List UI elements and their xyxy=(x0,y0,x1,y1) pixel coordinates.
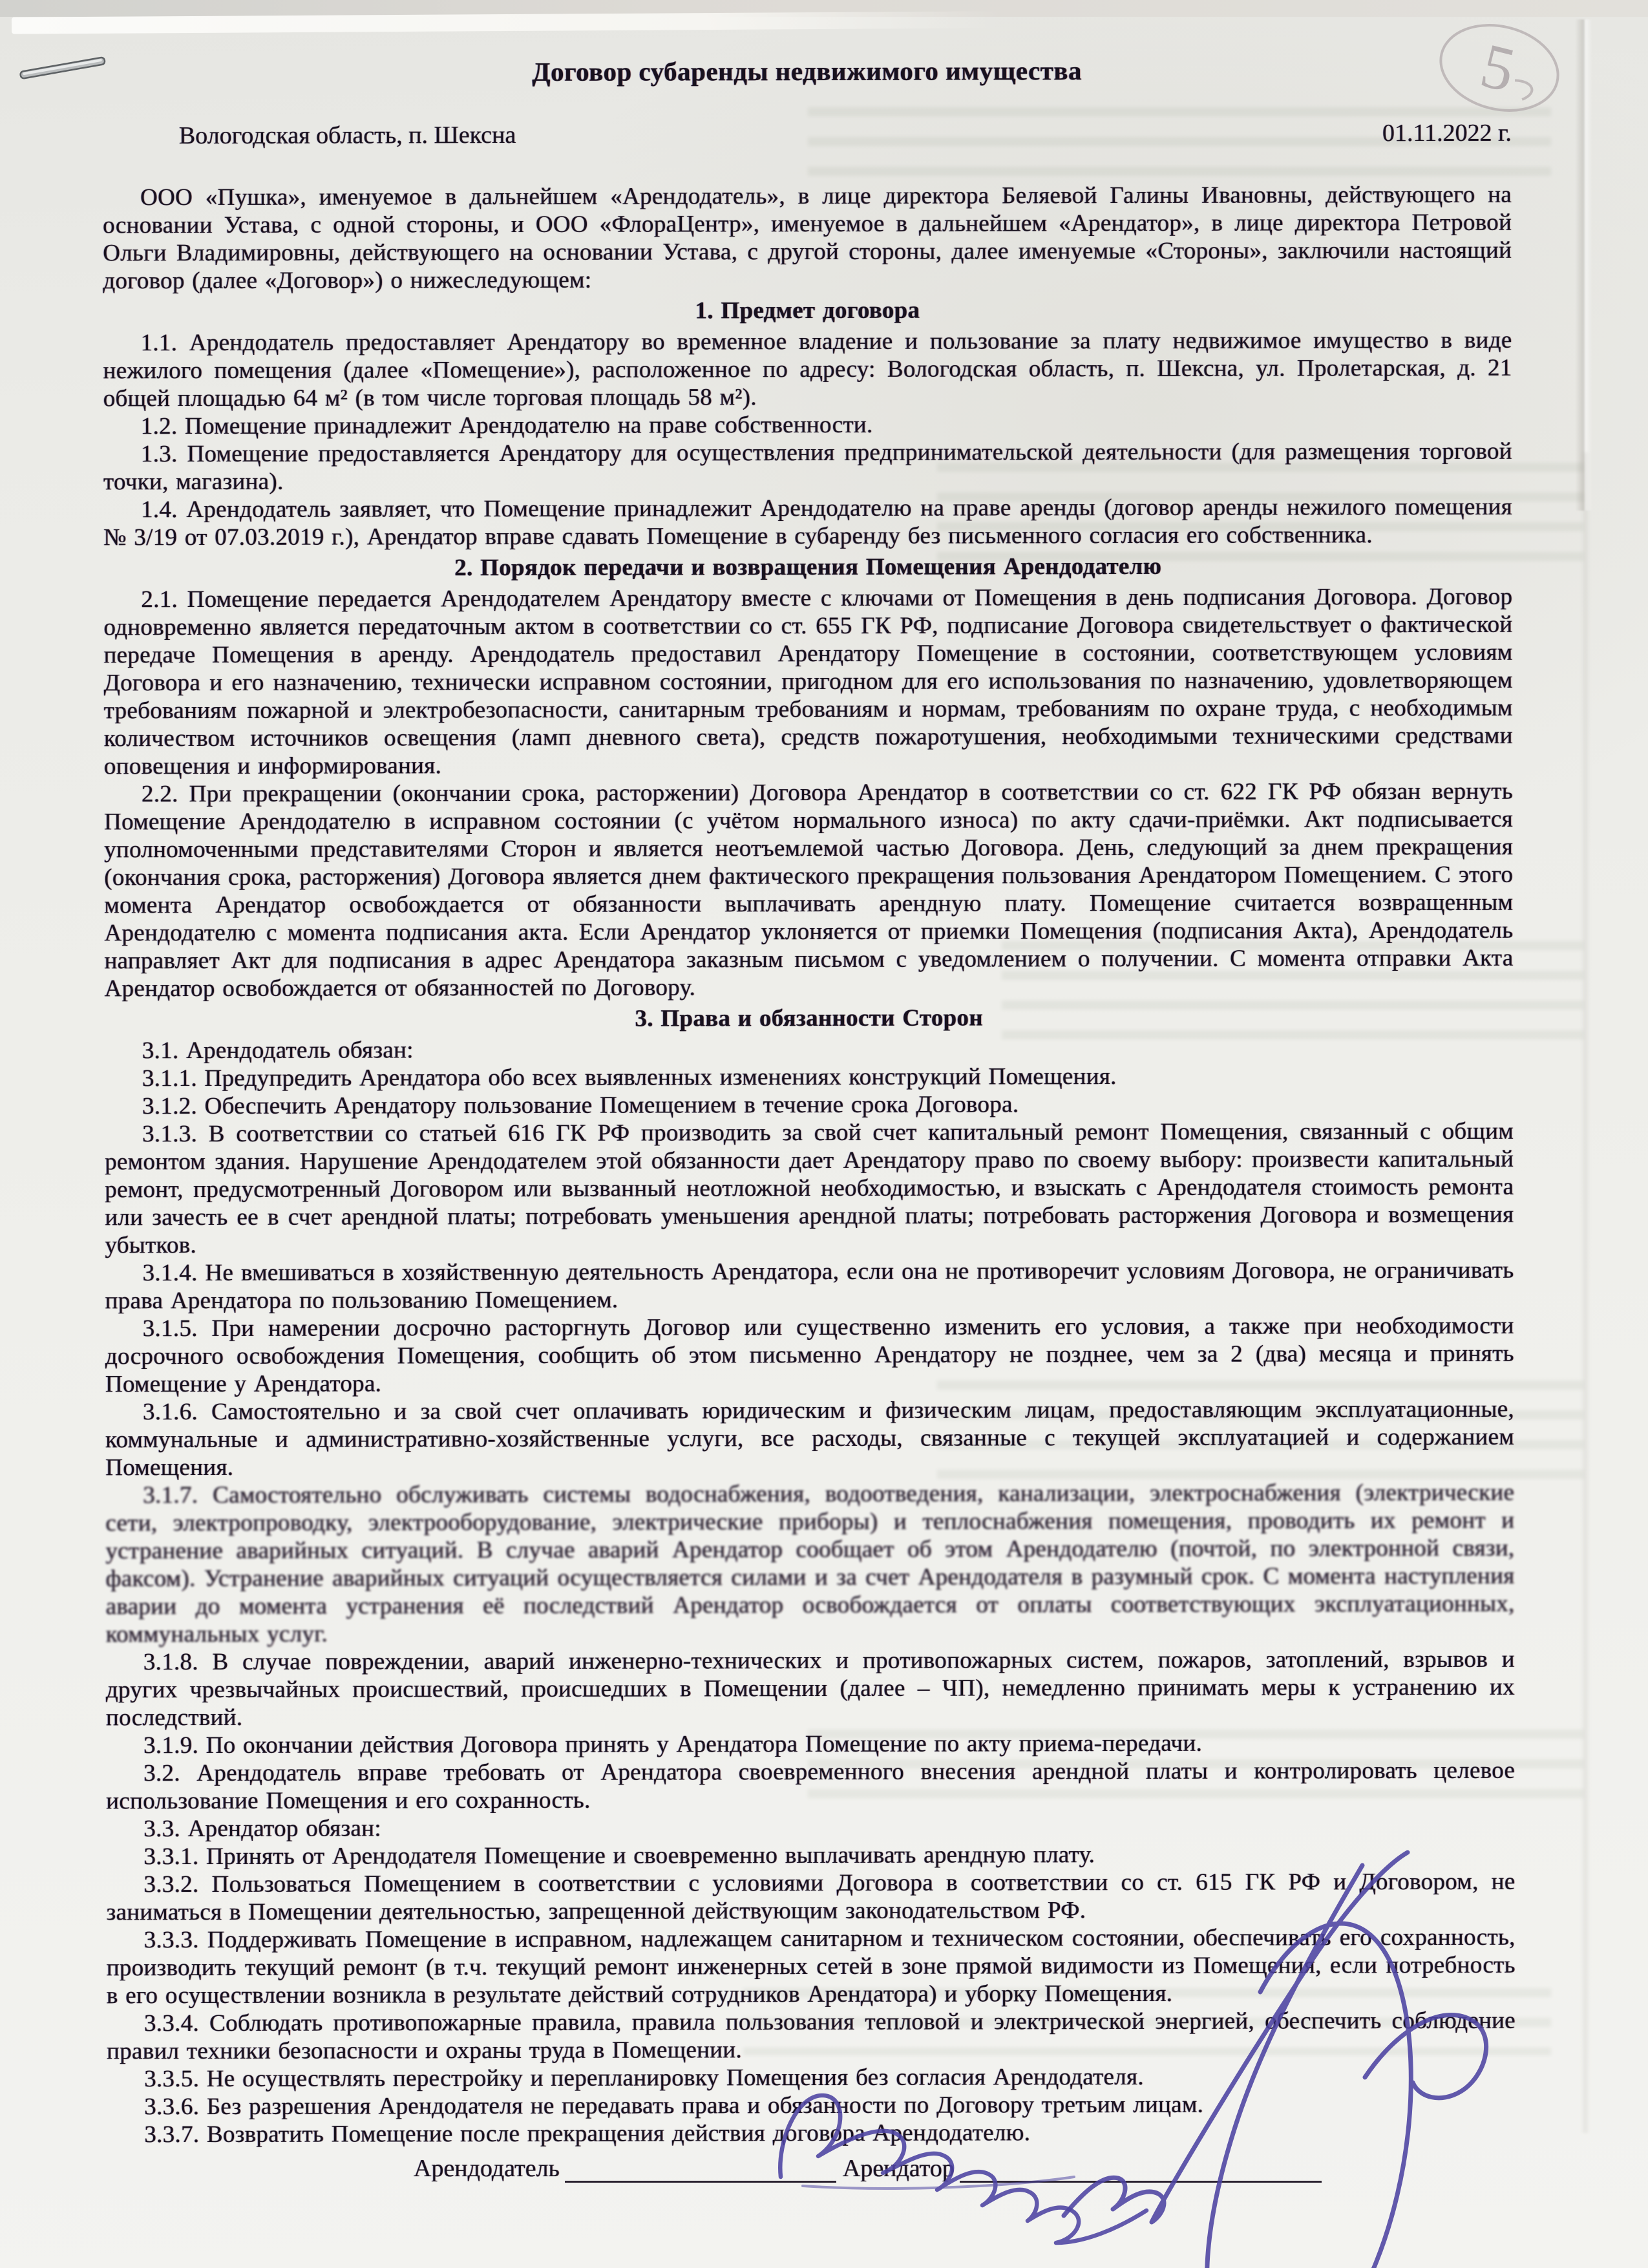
clause-paragraph: ООО «Пушка», именуемое в дальнейшем «Арендодатель», в лице директора Беляевой Галины Ивановны, действующего на основании Устава, с одной стороны, и ООО «ФлораЦентр», именуемое в дальнейшем «Арендатор», в лице директора Петровой Ольги Владимировны, действующего на основании Устава, с другой стороны, далее именуемые «Стороны», заключили настоящий договор (далее «Договор») о нижеследующем: xyxy=(103,181,1512,295)
clause-paragraph: 1.1. Арендодатель предоставляет Арендатору во временное владение и пользование за плату недвижимое имущество в виде нежилого помещения (далее «Помещение»), расположенное по адресу: Вологодская область, п. Шексна, ул. Пролетарская, д. 21 общей площадью 64 м² (в том числе торговая площадь 58 м²). xyxy=(103,326,1512,412)
paper-crease xyxy=(1576,19,1592,511)
clause-paragraph: 3.3.1. Принять от Арендодателя Помещение и своевременно выплачивать арендную плату. xyxy=(143,1841,1095,1871)
section-heading: 2. Порядок передачи и возвращения Помещения Арендодателю xyxy=(454,553,1162,582)
clause-paragraph: 1.2. Помещение принадлежит Арендодателю на праве собственности. xyxy=(140,411,873,440)
clause-paragraph: 3.1.9. По окончании действия Договора принять у Арендатора Помещение по акту приема-передачи. xyxy=(143,1730,1203,1759)
clause-paragraph: 3.1.6. Самостоятельно и за свой счет оплачивать юридическим и физическим лицам, предоставляющим эксплуатационные, коммунальные и административно-хозяйственные услуги, все расходы, связанные с текущей эксплуатацией и содержанием Помещения. xyxy=(105,1395,1515,1481)
clause-paragraph: 3.1.2. Обеспечить Арендатору пользование Помещением в течение срока Договора. xyxy=(142,1091,1019,1120)
place-text: Вологодская область, п. Шексна xyxy=(178,121,516,150)
date-text: 01.11.2022 г. xyxy=(1382,119,1512,147)
clause-paragraph: 3.1.4. Не вмешиваться в хозяйственную деятельность Арендатора, если она не противоречит условиям Договора, не ограничивать права Арендатора по пользованию Помещением. xyxy=(105,1256,1514,1315)
clause-paragraph: 2.2. При прекращении (окончании срока, расторжении) Договора Арендатор в соответствии со ст. 622 ГК РФ обязан вернуть Помещение Арендодателю в исправном состоянии (с учётом нормального износа) по акту сдачи-приёмки. Акт подписывается уполномоченными представителями Сторон и является неотъемлемой частью Договора. День, следующий за днем прекращения (окончания срока, расторжения) Договора является днем фактического прекращения пользования Арендатором Помещением. С этого момента Арендатор освобождается от обязанности выплачивать арендную плату. Помещение считается возвращенным Арендодателю с момента подписания акта. Если Арендатор уклоняется от приемки Помещения (подписания Акта), Арендодатель направляет Акт для подписания в адрес Арендатора заказным письмом с уведомлением о получении. С момента отправки Акта Арендатор освобождается от обязанностей по Договору. xyxy=(104,778,1514,1002)
clause-paragraph: 3.3.2. Пользоваться Помещением в соответствии с условиями Договора в соответствии со ст. 615 ГК РФ и Договором, не заниматься в Помещении деятельностью, запрещенной действующим законодательством РФ. xyxy=(106,1868,1516,1926)
lessor-signature-line xyxy=(565,2154,836,2183)
clause-paragraph: 3.3. Арендатор обязан: xyxy=(143,1815,381,1843)
clause-paragraph: 3.1.7. Самостоятельно обслуживать системы водоснабжения, водоотведения, канализации, электроснабжения (электрические сети, электропроводку, электрооборудование, электрические приборы) и теплоснабжения помещения, проводить их ремонт и устранение аварийных ситуаций. В случае аварий Арендатор сообщает об этом Арендодателю (почтой, по электронной связи, факсом). Устранение аварийных ситуаций осуществляется силами и за счет Арендодателя в разумный срок. С момента наступления аварии до момента устранения её последствий Арендатор освобождается от оплаты соответствующих эксплуатационных, коммунальных услуг. xyxy=(105,1479,1515,1648)
clause-paragraph: 3.1.8. В случае повреждении, аварий инженерно-технических и противопожарных систем, пожаров, затоплений, взрывов и других чрезвычайных происшествий, происшедших в Помещении (далее – ЧП), немедленно принимать меры к устранению их последствий. xyxy=(105,1646,1515,1732)
place-date-line xyxy=(103,119,1512,151)
document-body xyxy=(103,54,1516,2149)
section-heading: 3. Права и обязанности Сторон xyxy=(635,1004,983,1032)
clause-paragraph: 3.1.3. В соответствии со статьей 616 ГК РФ производить за свой счет капитальный ремонт Помещения, связанный с общим ремонтом здания. Нарушение Арендодателем этой обязанности дает Арендатору право по своему выбору: произвести капитальный ремонт, предусмотренный Договором или вызванный неотложной необходимостью, и взыскать с Арендодателя стоимость ремонта или зачесть ее в счет арендной платы; потребовать уменьшения арендной платы; потребовать расторжения Договора и возмещения убытков. xyxy=(105,1118,1514,1259)
document-title: Договор субаренды недвижимого имущества xyxy=(532,56,1083,87)
clause-paragraph: 3.3.4. Соблюдать противопожарные правила, правила пользования тепловой и электрической энергией, обеспечить соблюдение правил техники безопасности и охраны труда в Помещении. xyxy=(107,2007,1516,2065)
svg-text:5: 5 xyxy=(1474,30,1522,106)
lessor-signature-label: Арендодатель xyxy=(414,2155,560,2182)
paper-crease xyxy=(1581,452,1590,2133)
clauses-container xyxy=(103,181,1516,2149)
clause-paragraph: 1.3. Помещение предоставляется Арендатору для осуществления предпринимательской деятельности (для размещения торговой точки, магазина). xyxy=(103,438,1512,496)
clause-paragraph: 3.1. Арендодатель обязан: xyxy=(142,1037,414,1065)
lessee-signature-label: Арендатор xyxy=(842,2155,955,2182)
clause-paragraph: 1.4. Арендодатель заявляет, что Помещение принадлежит Арендодателю на праве аренды (договор аренды нежилого помещения № 3/19 от 07.03.2019 г.), Арендатор вправе сдавать Помещение в субаренду без письменного согласия его собственника. xyxy=(103,493,1513,551)
signature-row xyxy=(414,2154,1525,2183)
clause-paragraph: 3.3.6. Без разрешения Арендодателя не передавать права и обязанности по Договору третьим лицам. xyxy=(144,2091,1204,2121)
clause-paragraph: 3.3.7. Возвратить Помещение после прекращения действия договора Арендодателю. xyxy=(144,2119,1031,2148)
clause-paragraph: 3.2. Арендодатель вправе требовать от Арендатора своевременного внесения арендной платы и контролировать целевое использование Помещения и его сохранность. xyxy=(106,1757,1516,1815)
clause-paragraph: 3.1.1. Предупредить Арендатора обо всех выявленных изменениях конструкций Помещения. xyxy=(142,1063,1117,1092)
clause-paragraph: 3.1.5. При намерении досрочно расторгнуть Договор или существенно изменить его условия, а также при необходимости досрочного освобождения Помещения, сообщить об этом письменно Арендатору не позднее, чем за 2 (два) месяца и принять Помещение у Арендатора. xyxy=(105,1312,1514,1398)
clause-paragraph: 3.3.3. Поддерживать Помещение в исправном, надлежащем санитарном и техническом состоянии, обеспечивать его сохранность, производить текущий ремонт (в т.ч. текущий ремонт инженерных сетей в зоне прямой видимости из Помещения, если потребность в его осуществлении возникла в результате действий сотрудников Арендатора) и уборку Помещения. xyxy=(106,1924,1516,2009)
section-heading: 1. Предмет договора xyxy=(695,297,920,324)
clause-paragraph: 3.3.5. Не осуществлять перестройку и перепланировку Помещения без согласия Арендодателя. xyxy=(144,2063,1144,2093)
clause-paragraph: 2.1. Помещение передается Арендодателем Арендатору вместе с ключами от Помещения в день подписания Договора. Договор одновременно является передаточным актом в соответствии со ст. 655 ГК РФ, подписание Договора свидетельствует о фактической передаче Помещения в аренду. Арендодатель предоставил Арендатору Помещение в состоянии, соответствующем условиям Договора и его назначению, технически исправном состоянии, пригодном для его использования по назначению, удовлетворяющем требованиям пожарной и электробезопасности, санитарным требованиям и нормам, требованиям по охране труда, с необходимым количеством источников освещения (ламп дневного света), средств пожаротушения, необходимыми техническими средствами оповещения и информирования. xyxy=(103,583,1513,780)
staple xyxy=(20,57,105,79)
lessee-signature-line xyxy=(960,2154,1322,2183)
